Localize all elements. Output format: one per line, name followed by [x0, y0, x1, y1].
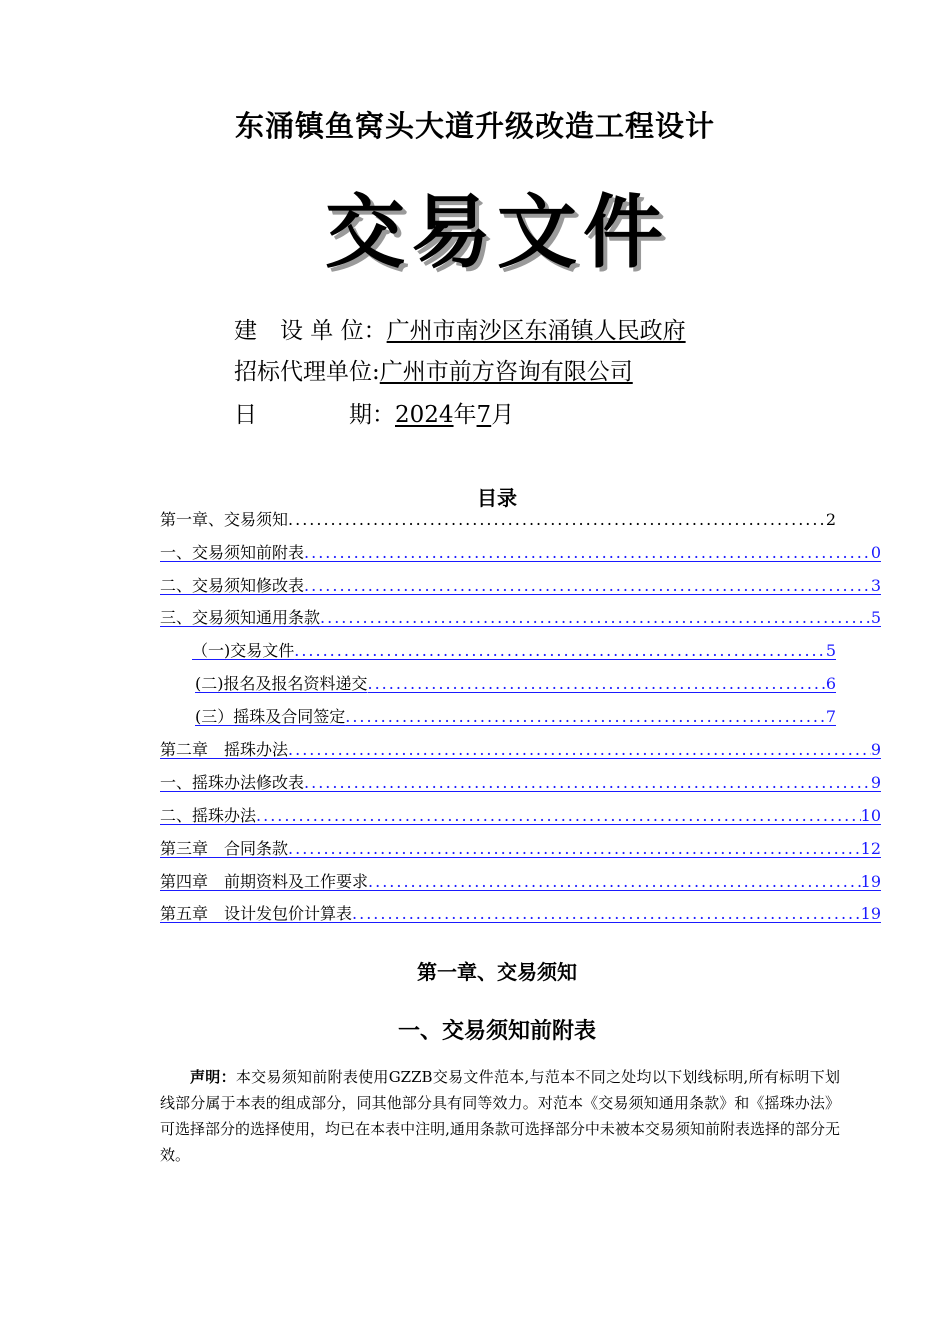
- toc-leader: [288, 739, 871, 761]
- toc-item-text: 第一章、交易须知: [160, 510, 289, 529]
- toc-item-text: (三）摇珠及合同签定: [195, 707, 346, 726]
- toc-link[interactable]: [160, 871, 881, 893]
- toc-leader: [368, 673, 826, 695]
- date-year-suffix: 年: [453, 402, 477, 428]
- toc-leader: [294, 640, 826, 662]
- toc-item-page: 5: [870, 608, 881, 627]
- toc-item-text: 第二章 摇珠办法: [160, 740, 289, 759]
- owner-value: 广州市南沙区东涌镇人民政府: [386, 318, 686, 344]
- toc-item-page: 19: [860, 872, 881, 891]
- toc-link[interactable]: [160, 607, 881, 629]
- toc-leader: [288, 838, 861, 860]
- toc-link[interactable]: [160, 838, 881, 860]
- toc-leader: [320, 607, 871, 629]
- date-year: 2024: [395, 402, 454, 428]
- toc-item-page: 9: [870, 773, 881, 792]
- toc-link[interactable]: [160, 575, 881, 597]
- statement-paragraph: [160, 1064, 840, 1168]
- toc-item-page: 9: [870, 740, 881, 759]
- chapter-heading: 第一章、交易须知: [417, 960, 577, 984]
- date-month-suffix: 月: [491, 402, 515, 428]
- toc-leader: [304, 542, 871, 564]
- statement-text: 本交易须知前附表使用GZZB交易文件范本,与范本不同之处均以下划线标明,所有标明下划线部分属于本表的组成部分，同其他部分具有同等效力。对范本《交易须知通用条款》和《摇珠办法》可选择部分的选择使用，均已在本表中注明,通用条款可选择部分中未被本交易须知前附表选择的部分无效。: [160, 1068, 840, 1164]
- toc-leader: [352, 903, 861, 925]
- toc-heading: 目录: [477, 486, 517, 510]
- toc-link[interactable]: [192, 640, 836, 662]
- section-heading: 一、交易须知前附表: [397, 1019, 596, 1044]
- toc-item-text: 二、摇珠办法: [160, 806, 257, 825]
- toc-item-page: 12: [860, 839, 881, 858]
- date-month: 7: [476, 402, 492, 428]
- toc-item-text: (二)报名及报名资料递交: [195, 674, 368, 693]
- toc-item-page: 0: [870, 543, 881, 562]
- toc-leader: [304, 575, 871, 597]
- toc-leader: [288, 509, 826, 531]
- toc-item-text: 第三章 合同条款: [160, 839, 289, 858]
- project-title: 东涌镇鱼窝头大道升级改造工程设计: [234, 109, 715, 143]
- toc-link[interactable]: [160, 542, 881, 564]
- toc-item-page: 2: [825, 510, 836, 529]
- toc-link[interactable]: [160, 903, 881, 925]
- toc-leader: [368, 871, 861, 893]
- toc-item-text: 二、交易须知修改表: [160, 576, 305, 595]
- owner-row: [234, 312, 686, 345]
- owner-label: 建 设 单 位：: [234, 318, 387, 344]
- toc-item-text: （一)交易文件: [192, 641, 295, 660]
- toc-item-text: 一、交易须知前附表: [160, 543, 305, 562]
- toc-leader: [304, 772, 871, 794]
- toc-link[interactable]: [195, 706, 836, 728]
- toc-leader: [345, 706, 826, 728]
- document-title: 交易文件: [325, 186, 669, 279]
- toc-item-page: 19: [860, 904, 881, 923]
- toc-link[interactable]: [160, 739, 881, 761]
- toc-link[interactable]: [160, 772, 881, 794]
- toc-item-page: 3: [870, 576, 881, 595]
- toc-item-text: 第四章 前期资料及工作要求: [160, 872, 369, 891]
- toc-item-page: 6: [825, 674, 836, 693]
- toc-leader: [256, 805, 861, 827]
- toc-item-page: 10: [860, 806, 881, 825]
- toc-item-page: 7: [825, 707, 836, 726]
- toc-item[interactable]: [160, 509, 836, 531]
- date-label: 日 期：: [234, 402, 395, 428]
- toc-item-text: 三、交易须知通用条款: [160, 608, 321, 627]
- statement-label: 声明：: [190, 1068, 236, 1086]
- toc-link[interactable]: [195, 673, 836, 695]
- agent-label: 招标代理单位:: [234, 359, 380, 385]
- toc-link[interactable]: [160, 805, 881, 827]
- toc-item-page: 5: [825, 641, 836, 660]
- agent-row: [234, 353, 633, 386]
- toc-item-text: 第五章 设计发包价计算表: [160, 904, 353, 923]
- date-row: [234, 396, 514, 429]
- toc-item-text: 一、摇珠办法修改表: [160, 773, 305, 792]
- agent-value: 广州市前方咨询有限公司: [379, 359, 633, 385]
